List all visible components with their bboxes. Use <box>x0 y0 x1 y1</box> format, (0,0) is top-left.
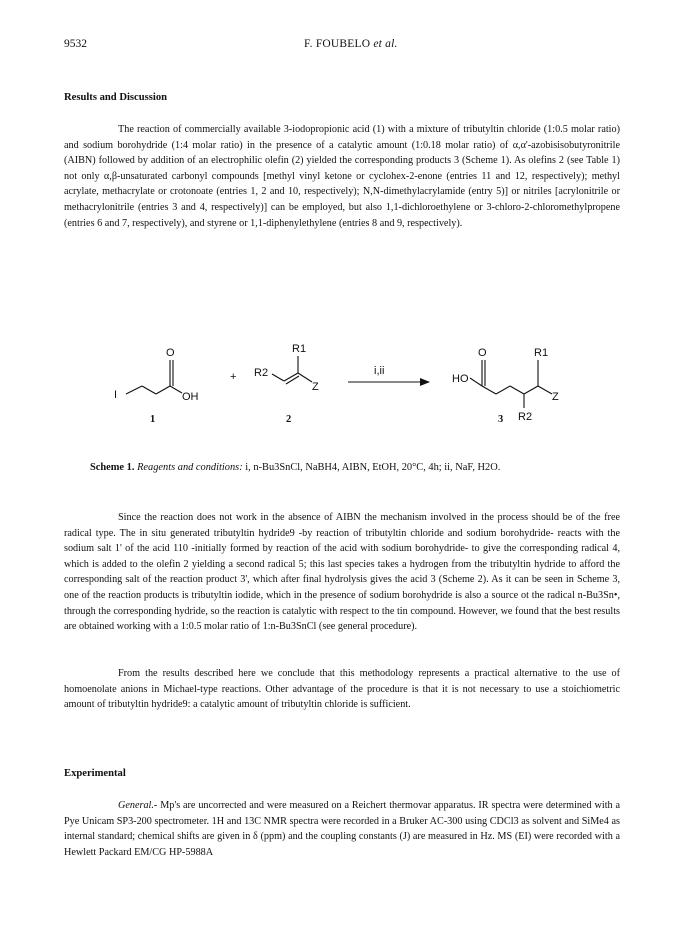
hydroxyl-1: OH <box>182 391 199 403</box>
r1-substituent-product: R1 <box>534 347 549 359</box>
r2-substituent: R2 <box>254 367 269 379</box>
z-group: Z <box>312 381 319 393</box>
paragraph-text: Since the reaction does not work in the absence of AIBN the mechanism involved in the process should be of the free radical type. The in situ generated tributyltin hydride9 -by reaction of tributyltin chloride and sodium borohydride- reacts with the sodium salt 1' of the acid 110 -initially formed by reaction of the acid with sodium borohydride- to give the corresponding radical 4, which is added to the olefin 2 yielding a second radical 5; this last species takes a hydrogen from the tributyltin hydride to afford the corresponding salt of the reaction product 3', which after final hydrolysis gives the acid 3 (Scheme 2). As it can be seen in Scheme 3, one of the reaction products is tributyltin iodide, which in the presence of sodium borohydride is also a source ot the radical n-Bu3Sn•, through the corresponding hydride, so the reaction is catalytic with respect to the tin compound. However, we found that the best results are obtained working with a 1:0.5 molar ratio of 1:n-Bu3SnCl (see general procedure). <box>64 512 620 633</box>
caption-label: Scheme 1. <box>90 462 135 473</box>
scheme-1-drawing <box>90 320 610 440</box>
general-text: Mp's are uncorrected and were measured on a Reichert thermovar apparatus. IR spectra were determined with a Pye Unicam SP3-200 spectrometer. 1H and 13C NMR spectra were recorded in a Bruker AC-300 using CDCl3 as solvent and SiMe4 as internal standard; chemical shifts are given in δ (ppm) and the coupling constants (J) are measured in Hz. MS (EI) were recorded with a Hewlett Packard EM/CG HP-5988A <box>64 800 621 858</box>
arrow-head <box>420 378 430 386</box>
r2-substituent-product: R2 <box>518 411 533 423</box>
compound-label-3: 3 <box>498 414 504 425</box>
scheme-caption <box>90 462 610 473</box>
page-number: 9532 <box>64 38 87 50</box>
results-paragraph-3 <box>64 666 620 713</box>
iodine-atom: I <box>114 389 118 401</box>
z-group-product: Z <box>552 391 559 403</box>
carbonyl-oxygen-1: O <box>166 347 175 359</box>
paragraph-text: The reaction of commercially available 3-iodopropionic acid (1) with a mixture of tributyltin chloride (1:0.5 molar ratio) and sodium borohydride (1:4 molar ratio) in the presence of a catalytic amount (1:0.18 molar ratio) of α,α'-azobisisobutyronitrile (AIBN) followed by addition of an electrophilic olefin (2) yielded the corresponding products 3 (Scheme 1). As olefins 2 (see Table 1) not only α,β-unsaturated carbonyl compounds [methyl vinyl ketone or cyclohex-2-enone (entries 11 and 12, respectively); methyl acrylate, methacrylate or crotonoate (entries 1, 2 and 10, respectively); N,N-dimethylacrylamide (entry 5)] or nitriles [acrylonitrile or methacrylonitrile (entries 3 and 4, respectively)] can be employed, but also 1,1-dichloroethylene or 3-chloro-2-chloromethylpropene (entries 6 and 7, respectively), and styrene or 1,1-diphenylethylene (entries 8 and 9, respectively). <box>64 124 620 229</box>
running-title-etal: et al. <box>373 38 398 50</box>
running-title-authors: F. FOUBELO <box>304 38 371 50</box>
compound-label-1: 1 <box>150 414 156 425</box>
compound-label-2: 2 <box>286 414 292 425</box>
results-paragraph-2 <box>64 510 620 635</box>
carbonyl-oxygen-3: O <box>478 347 487 359</box>
experimental-general <box>64 798 620 860</box>
scheme-1 <box>90 320 610 440</box>
arrow-conditions: i,ii <box>374 365 385 377</box>
general-label: General.- <box>118 800 158 811</box>
caption-text: i, n-Bu3SnCl, NaBH4, AIBN, EtOH, 20°C, 4h; ii, NaF, H2O. <box>245 462 501 473</box>
experimental-heading: Experimental <box>64 768 126 779</box>
running-title <box>304 38 398 50</box>
results-heading: Results and Discussion <box>64 92 168 103</box>
r1-substituent: R1 <box>292 343 307 355</box>
paragraph-text <box>64 798 620 860</box>
paragraph-text: From the results described here we conclude that this methodology represents a practical alternative to the use of homoenolate anions in Michael-type reactions. Other advantage of the procedure is that it is not necessary to use a stoichiometric amount of tributyltin hydride9: a catalytic amount of tributyltin chloride is sufficient. <box>64 668 620 711</box>
hydroxyl-3: HO <box>452 373 469 385</box>
results-paragraph-1 <box>64 122 620 231</box>
plus-sign: + <box>230 371 237 383</box>
caption-italic: Reagents and conditions: <box>137 462 243 473</box>
